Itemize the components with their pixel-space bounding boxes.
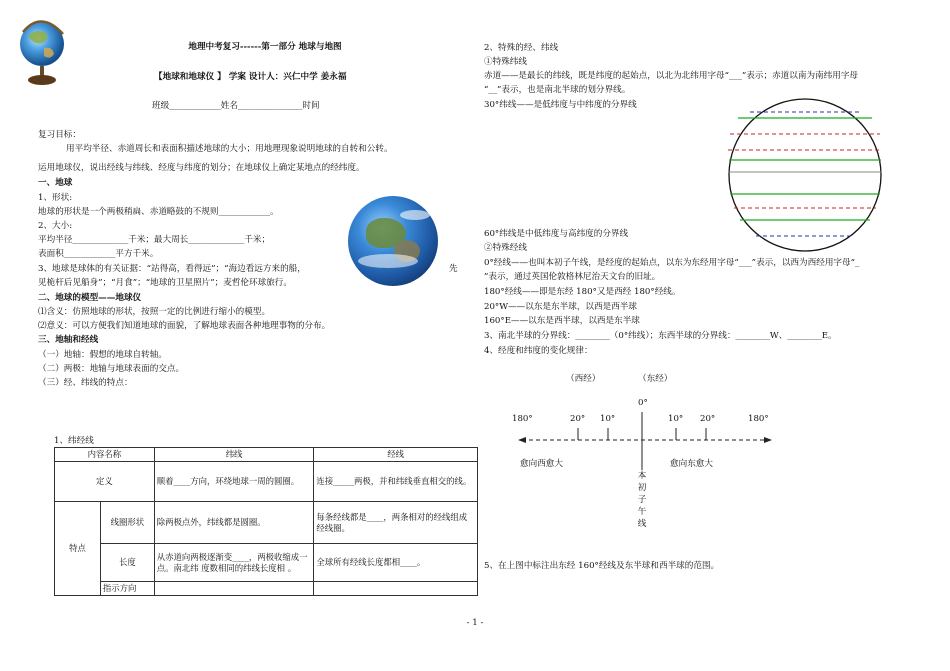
- label-length: 长度: [100, 544, 154, 582]
- model-significance: ⑵意义：可以方便我们知道地球的面貌，了解地球表面各种地理事物的分布。: [38, 321, 331, 331]
- goals-label: 复习目标：: [38, 130, 81, 140]
- model-meaning: ⑴含义：仿照地球的形状，按照一定的比例进行缩小的模型。: [38, 307, 271, 317]
- west-increasing-label: 愈向西愈大: [520, 459, 563, 469]
- shape-desc: 地球的形状是一个两极稍扁、赤道略鼓的不规则____________。: [38, 207, 279, 217]
- section-3-title: 三、地轴和经线: [38, 335, 99, 345]
- page-subtitle: 【地球和地球仪 】 学案 设计人：兴仁中学 姜永福: [154, 72, 347, 82]
- label-direction: 指示方向: [100, 582, 154, 596]
- special-latitudes-label: ①特殊纬线: [484, 57, 527, 67]
- evidence-line-2: 见桅杆后见船身”；“月食”；“地球的卫星照片”；麦哲伦环球旅行。: [38, 278, 292, 288]
- cell-lon-definition: 连接_____两极，并和纬线垂直相交的线。: [314, 462, 478, 502]
- cell-lat-definition: 顺着____方向，环绕地球一周的圆圈。: [154, 462, 314, 502]
- latitude-circle-diagram: [726, 96, 884, 254]
- east-increasing-label: 愈向东愈大: [670, 459, 713, 469]
- tick-label-0: 0°: [638, 398, 648, 408]
- tick-label-10-east: 10°: [668, 414, 684, 424]
- cell-lat-shape: 除两极点外，纬线都是圆圈。: [154, 502, 314, 544]
- goal-2: 运用地球仪，说出经线与纬线、经度与纬度的划分；在地球仪上确定某地点的经纬度。: [38, 163, 365, 173]
- header-content-name: 内容名称: [55, 448, 155, 462]
- prime-meridian-line-1: 0°经线——也叫本初子午线，是经度的起始点，以东为东经用字母“___”表示，以西为西经用字母“_: [484, 258, 860, 268]
- label-shape: 线圈形状: [100, 502, 154, 544]
- header-longitude: 经线: [314, 448, 478, 462]
- equator-line-1: 赤道——是最长的纬线，既是纬度的起始点，以北为北纬用字母“___”表示；赤道以南为南纬用字母: [484, 71, 859, 81]
- cell-lat-direction: [154, 582, 314, 596]
- header-latitude: 纬线: [154, 448, 314, 462]
- lat60-desc: 60°纬线是中低纬度与高纬度的分界线: [484, 229, 629, 239]
- table-row-definition: [55, 462, 478, 502]
- size-line-2: 表面积____________平方千米。: [38, 249, 159, 259]
- tick-label-20-east: 20°: [700, 414, 716, 424]
- goal-1: 用平均半径、赤道周长和表面积描述地球的大小；用地理现象说明地球的自转和公转。: [66, 144, 393, 154]
- poles-desc: （二）两极：地轴与地球表面的交点。: [38, 364, 185, 374]
- hemisphere-boundaries: 3、南北半球的分界线：________（0°纬线）；东西半球的分界线：________W、________E。: [484, 331, 837, 341]
- class-name-form-line: 班级____________姓名_______________时间: [152, 101, 320, 111]
- table-title: 1、纬经线: [54, 436, 94, 446]
- section-2-title: 二、地球的模型——地球仪: [38, 293, 142, 303]
- change-rule-title: 4、经度和纬度的变化规律：: [484, 346, 593, 356]
- cell-lon-direction: [314, 582, 478, 596]
- table-row-direction: [55, 582, 478, 596]
- special-lines-title: 2、特殊的经、纬线: [484, 43, 559, 53]
- lat-lon-table: [54, 447, 478, 596]
- axis-arrow-right: [764, 437, 772, 443]
- prime-meridian-vertical-label: 本 初 子 午 线: [637, 471, 647, 529]
- size-label: 2、大小:: [38, 221, 73, 231]
- tick-label-10-west: 10°: [600, 414, 616, 424]
- cell-lon-length: 全球所有经线长度都相____。: [314, 544, 478, 582]
- lon180-desc: 180°经线——即是东经 180°又是西经 180°经线。: [484, 287, 681, 297]
- shape-label: 1、形状:: [38, 193, 73, 203]
- east-longitude-label: （东经）: [638, 374, 673, 384]
- size-line-1: 平均半径_____________千米；最大周长_____________千米；: [38, 235, 271, 245]
- label-features: 特点: [55, 502, 101, 596]
- equator-line-2: “__”表示，也是南北半球的划分界线。: [484, 85, 631, 95]
- tick-label-180-east: 180°: [748, 414, 769, 424]
- lon20w-desc: 20°W——以东是东半球，以西是西半球: [484, 302, 637, 312]
- tick-label-20-west: 20°: [570, 414, 586, 424]
- evidence-line-1: 3、地球是球体的有关证据：“站得高，看得远”；“海边看远方来的船，: [38, 264, 306, 274]
- table-header-row: [55, 448, 478, 462]
- prime-meridian-line-2: ”表示，通过英国伦敦格林尼治天文台的旧址。: [484, 272, 661, 282]
- axis-desc: （一）地轴：假想的地球自转轴。: [38, 350, 167, 360]
- tick-label-180-west: 180°: [512, 414, 533, 424]
- table-row-length: [55, 544, 478, 582]
- desk-globe-icon: [18, 18, 66, 90]
- lines-features-label: （三）经、纬线的特点：: [38, 378, 133, 388]
- cell-lon-shape: 每条经线都是____，两条相对的经线组成经线圈。: [314, 502, 478, 544]
- special-longitudes-label: ②特殊经线: [484, 243, 527, 253]
- west-longitude-label: （西经）: [566, 374, 601, 384]
- page-title: 地理中考复习------第一部分 地球与地图: [188, 42, 342, 52]
- lon160e-desc: 160°E——以东是西半球，以西是东半球: [484, 316, 640, 326]
- question-5: 5、在上图中标注出东经 160°经线及东半球和西半球的范围。: [484, 561, 720, 571]
- label-definition: 定义: [55, 462, 155, 502]
- page-number: - 1 -: [466, 618, 484, 628]
- cell-lat-length: 从赤道向两极逐渐变____，两极收缩成一点。南北纬 度数相同的纬线长度相 。: [154, 544, 314, 582]
- section-1-title: 一、地球: [38, 178, 73, 188]
- table-row-shape: [55, 502, 478, 544]
- evidence-line-1-end: 先: [449, 264, 458, 274]
- lat30-desc: 30°纬线——是低纬度与中纬度的分界线: [484, 100, 637, 110]
- earth-photo: [348, 196, 438, 286]
- axis-arrow-left: [518, 437, 526, 443]
- globe-outline: [729, 99, 881, 251]
